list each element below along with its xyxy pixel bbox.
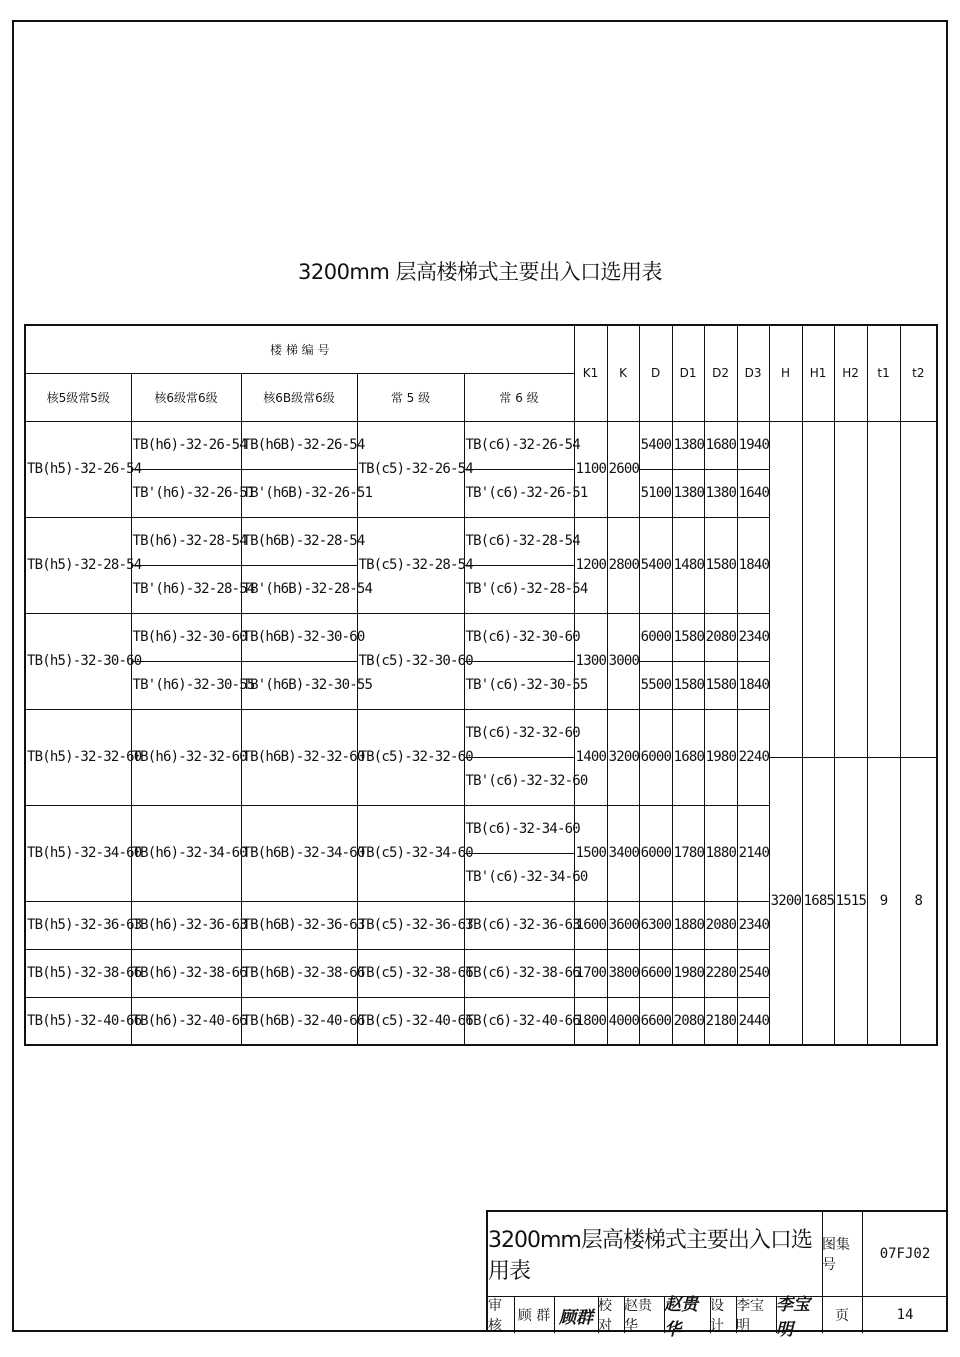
shared-h2: 1515 [834, 757, 867, 1045]
code-h6: TB(h6)-32-34-60 [131, 805, 241, 901]
shared-t2: 8 [900, 757, 937, 1045]
value-d2: 2080 [704, 613, 737, 661]
value-d: 6300 [639, 901, 672, 949]
selection-table [24, 324, 938, 1046]
code-h6: TB(h6)-32-38-66 [131, 949, 241, 997]
code-h6b: TB(h6B)-32-40-66 [241, 997, 357, 1045]
header-t2: t2 [900, 325, 937, 421]
header-grade: 常 5 级 [357, 373, 464, 421]
value-k: 3600 [607, 901, 639, 949]
code-h6b: TB(h6B)-32-38-66 [241, 949, 357, 997]
code-c5: TB(c5)-32-32-60 [357, 709, 464, 805]
code-c5: TB(c5)-32-34-60 [357, 805, 464, 901]
header-d3: D3 [737, 325, 769, 421]
code-c6-alt: TB'(c6)-32-32-60 [464, 757, 574, 805]
header-grade: 常 6 级 [464, 373, 574, 421]
code-c5: TB(c5)-32-40-66 [357, 997, 464, 1045]
value-d2: 1580 [704, 517, 737, 613]
value-t2-blank [900, 421, 937, 757]
value-d: 5400 [639, 517, 672, 613]
value-d1: 1380 [672, 421, 704, 469]
title-block-title: 3200mm层高楼梯式主要出入口选用表 [488, 1212, 823, 1296]
value-k: 2800 [607, 517, 639, 613]
value-k1: 1500 [574, 805, 607, 901]
value-d3: 1840 [737, 517, 769, 613]
code-h6: TB(h6)-32-40-66 [131, 997, 241, 1045]
code-c6-alt: TB'(c6)-32-30-55 [464, 661, 574, 709]
value-d1: 1680 [672, 709, 704, 805]
value-d3: 2340 [737, 613, 769, 661]
header-group-label: 楼 梯 编 号 [25, 325, 574, 373]
checker-signature: 赵贵华 [664, 1297, 711, 1333]
value-k: 3000 [607, 613, 639, 709]
designer-signature: 李宝明 [776, 1297, 823, 1333]
value-k1: 1700 [574, 949, 607, 997]
code-c6: TB(c6)-32-36-63 [464, 901, 574, 949]
value-d: 6000 [639, 613, 672, 661]
code-c5: TB(c5)-32-30-60 [357, 613, 464, 709]
design-label: 设计 [710, 1297, 737, 1333]
code-c6: TB(c6)-32-26-54 [464, 421, 574, 469]
code-c5: TB(c5)-32-28-54 [357, 517, 464, 613]
value-d3: 2540 [737, 949, 769, 997]
header-grade: 核5级常5级 [25, 373, 131, 421]
value-d: 5400 [639, 421, 672, 469]
header-grade: 核6级常6级 [131, 373, 241, 421]
code-h5: TB(h5)-32-32-60 [25, 709, 131, 805]
code-h6b: TB(h6B)-32-28-54 [241, 517, 357, 565]
atlas-label: 图集号 [822, 1212, 863, 1296]
review-label: 审核 [488, 1297, 515, 1333]
code-h6b: TB(h6B)-32-26-54 [241, 421, 357, 469]
value-d: 6000 [639, 709, 672, 805]
designer-name: 李宝明 [736, 1297, 777, 1333]
value-d1: 1780 [672, 805, 704, 901]
value-d: 5100 [639, 469, 672, 517]
value-k: 4000 [607, 997, 639, 1045]
code-c6: TB(c6)-32-28-54 [464, 517, 574, 565]
value-d2: 2080 [704, 901, 737, 949]
code-h6-alt: TB'(h6)-32-26-51 [131, 469, 241, 517]
page-number: 14 [896, 1307, 914, 1323]
value-k1: 1400 [574, 709, 607, 805]
value-d: 6600 [639, 949, 672, 997]
value-d2: 2280 [704, 949, 737, 997]
value-d3: 2440 [737, 997, 769, 1045]
table-row [25, 421, 937, 469]
code-h6b: TB(h6B)-32-32-60 [241, 709, 357, 805]
title-block [486, 1210, 948, 1340]
code-h6: TB(h6)-32-30-60 [131, 613, 241, 661]
value-d: 6600 [639, 997, 672, 1045]
code-h5: TB(h5)-32-26-54 [25, 421, 131, 517]
header-t1: t1 [867, 325, 900, 421]
code-h6-alt: TB'(h6)-32-30-55 [131, 661, 241, 709]
atlas-number: 07FJ02 [879, 1246, 931, 1262]
signature-row [488, 1295, 948, 1340]
value-d2: 1680 [704, 421, 737, 469]
shared-h1: 1685 [802, 757, 834, 1045]
value-h1-blank [802, 421, 834, 757]
code-h6: TB(h6)-32-36-63 [131, 901, 241, 949]
reviewer-name: 顾 群 [514, 1297, 555, 1333]
header-h2: H2 [834, 325, 867, 421]
value-d1: 1380 [672, 469, 704, 517]
header-d: D [639, 325, 672, 421]
reviewer-signature: 顾群 [554, 1297, 599, 1333]
value-k1: 1200 [574, 517, 607, 613]
header-k: K [607, 325, 639, 421]
value-k1: 1300 [574, 613, 607, 709]
code-c5: TB(c5)-32-26-54 [357, 421, 464, 517]
code-h5: TB(h5)-32-36-63 [25, 901, 131, 949]
shared-h: 3200 [769, 757, 802, 1045]
value-d1: 1580 [672, 661, 704, 709]
table-title: 3200mm 层高楼梯式主要出入口选用表 [297, 260, 663, 284]
code-h6b: TB(h6B)-32-30-60 [241, 613, 357, 661]
value-t1-blank [867, 421, 900, 757]
shared-t1: 9 [867, 757, 900, 1045]
code-h6b-alt: TB'(h6B)-32-30-55 [241, 661, 357, 709]
value-d1: 1580 [672, 613, 704, 661]
code-c6: TB(c6)-32-32-60 [464, 709, 574, 757]
page-label: 页 [822, 1297, 863, 1333]
code-h6-alt: TB'(h6)-32-28-54 [131, 565, 241, 613]
code-c6: TB(c6)-32-38-66 [464, 949, 574, 997]
value-k1: 1600 [574, 901, 607, 949]
value-d3: 1640 [737, 469, 769, 517]
value-k1: 1800 [574, 997, 607, 1045]
value-d2: 1380 [704, 469, 737, 517]
code-h5: TB(h5)-32-40-66 [25, 997, 131, 1045]
value-d2: 1880 [704, 805, 737, 901]
code-c6: TB(c6)-32-40-66 [464, 997, 574, 1045]
value-d1: 2080 [672, 997, 704, 1045]
value-d1: 1980 [672, 949, 704, 997]
header-h1: H1 [802, 325, 834, 421]
value-d3: 1840 [737, 661, 769, 709]
code-h6b: TB(h6B)-32-34-60 [241, 805, 357, 901]
header-d1: D1 [672, 325, 704, 421]
value-d3: 2140 [737, 805, 769, 901]
value-d1: 1880 [672, 901, 704, 949]
code-h5: TB(h5)-32-38-66 [25, 949, 131, 997]
code-c5: TB(c5)-32-36-63 [357, 901, 464, 949]
value-d1: 1480 [672, 517, 704, 613]
checker-name: 赵贵华 [624, 1297, 665, 1333]
code-c5: TB(c5)-32-38-66 [357, 949, 464, 997]
code-c6: TB(c6)-32-30-60 [464, 613, 574, 661]
check-label: 校对 [598, 1297, 625, 1333]
code-h5: TB(h5)-32-28-54 [25, 517, 131, 613]
value-k1: 1100 [574, 421, 607, 517]
code-h6: TB(h6)-32-28-54 [131, 517, 241, 565]
value-d2: 1580 [704, 661, 737, 709]
code-h6: TB(h6)-32-26-54 [131, 421, 241, 469]
code-h5: TB(h5)-32-34-60 [25, 805, 131, 901]
code-h6b: TB(h6B)-32-36-63 [241, 901, 357, 949]
header-h: H [769, 325, 802, 421]
code-c6-alt: TB'(c6)-32-26-51 [464, 469, 574, 517]
header-k1: K1 [574, 325, 607, 421]
code-c6-alt: TB'(c6)-32-34-60 [464, 853, 574, 901]
value-k: 3200 [607, 709, 639, 805]
header-d2: D2 [704, 325, 737, 421]
value-h-blank [769, 421, 802, 757]
value-h2-blank [834, 421, 867, 757]
code-h6b-alt: TB'(h6B)-32-28-54 [241, 565, 357, 613]
header-grade: 核6B级常6级 [241, 373, 357, 421]
code-h6b-alt: TB'(h6B)-32-26-51 [241, 469, 357, 517]
value-d2: 1980 [704, 709, 737, 805]
code-h6: TB(h6)-32-32-60 [131, 709, 241, 805]
value-k: 2600 [607, 421, 639, 517]
code-h5: TB(h5)-32-30-60 [25, 613, 131, 709]
code-c6: TB(c6)-32-34-60 [464, 805, 574, 853]
value-d: 6000 [639, 805, 672, 901]
value-k: 3400 [607, 805, 639, 901]
table-row [25, 325, 937, 373]
value-d3: 1940 [737, 421, 769, 469]
value-d3: 2240 [737, 709, 769, 805]
code-c6-alt: TB'(c6)-32-28-54 [464, 565, 574, 613]
value-d2: 2180 [704, 997, 737, 1045]
value-d3: 2340 [737, 901, 769, 949]
value-k: 3800 [607, 949, 639, 997]
value-d: 5500 [639, 661, 672, 709]
